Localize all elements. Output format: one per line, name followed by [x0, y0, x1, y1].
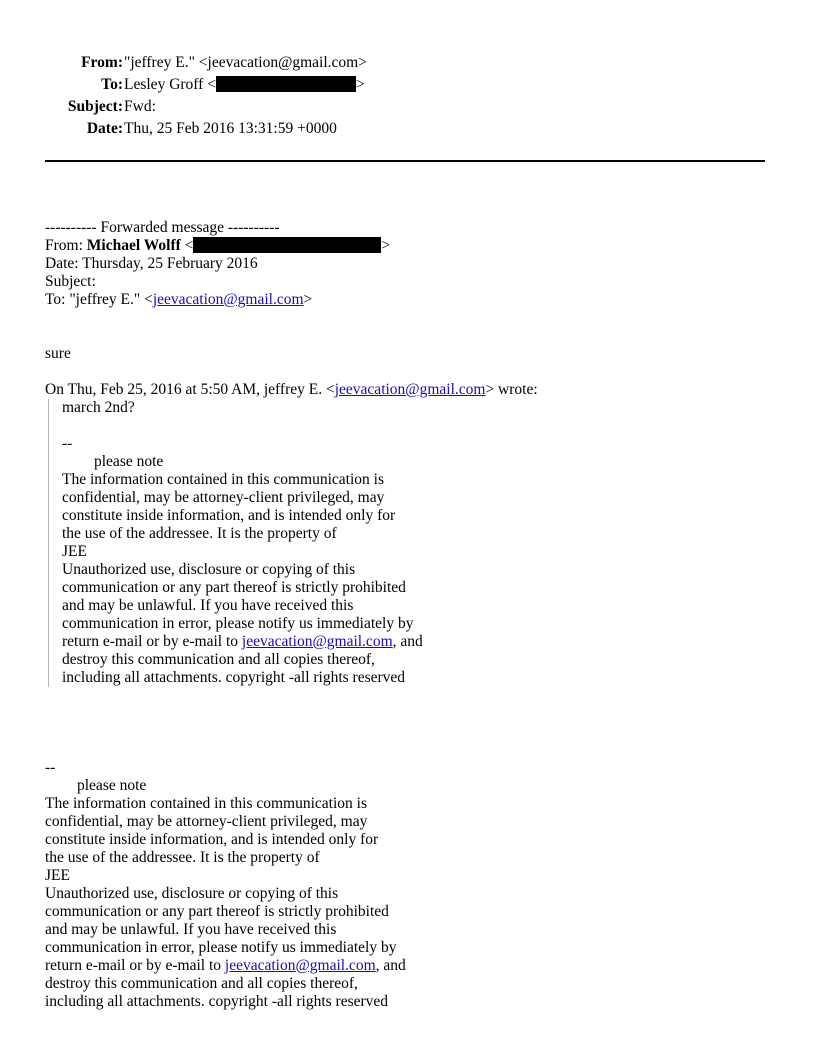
email-body [45, 219, 765, 1011]
attribution-prefix: On Thu, Feb 25, 2016 at 5:50 AM, jeffrey E. < [45, 381, 335, 398]
quoted-sig-dash: -- [62, 435, 73, 452]
quoted-disclaimer-line: JEE [62, 543, 87, 560]
to-value [124, 76, 365, 94]
quoted-disclaimer-line: The information contained in this communication is [62, 471, 384, 488]
quoted-disclaimer-line: confidential, may be attorney-client privileged, may [62, 489, 385, 506]
signature-line: including all attachments. copyright -all rights reserved [45, 993, 389, 1010]
signature-line: constitute inside information, and is intended only for [45, 831, 379, 848]
quoted-disclaimer-line: constitute inside information, and is intended only for [62, 507, 396, 524]
forwarded-subject: Subject: [45, 273, 96, 290]
forwarded-separator: ---------- Forwarded message ---------- [45, 219, 280, 236]
signature-return-line [45, 957, 765, 975]
date-value: Thu, 25 Feb 2016 13:31:59 +0000 [124, 120, 337, 137]
signature-line: JEE [45, 867, 70, 884]
signature-note: please note [77, 777, 147, 794]
email-link[interactable]: jeevacation@gmail.com [224, 957, 376, 974]
forwarded-from-name: Michael Wolff [86, 237, 181, 254]
quoted-disclaimer-line: communication in error, please notify us immediately by [62, 615, 414, 632]
forwarded-to [45, 291, 765, 309]
quoted-disclaimer-line: the use of the addressee. It is the property of [62, 525, 337, 542]
to-name: Lesley Groff < [124, 76, 216, 93]
quoted-disclaimer-line: destroy this communication and all copies thereof, [62, 651, 375, 668]
signature-dash: -- [45, 759, 56, 776]
return-suffix: , and [392, 633, 423, 650]
quoted-disclaimer-line: including all attachments. copyright -all rights reserved [62, 669, 406, 686]
quoted-disclaimer-line: communication or any part thereof is strictly prohibited [62, 579, 406, 596]
signature-line: Unauthorized use, disclosure or copying of this [45, 885, 339, 902]
signature-line: the use of the addressee. It is the property of [45, 849, 320, 866]
return-prefix: return e-mail or by e-mail to [45, 957, 225, 974]
signature-line: destroy this communication and all copies thereof, [45, 975, 358, 992]
forwarded-from-open: < [180, 237, 194, 254]
header-subject-row [0, 98, 816, 120]
quoted-sig-note: please note [94, 453, 164, 470]
signature-line: confidential, may be attorney-client privileged, may [45, 813, 368, 830]
forwarded-from-prefix: From: [45, 237, 87, 254]
to-close: > [355, 76, 365, 93]
to-label: To: [101, 76, 123, 93]
header-divider [45, 160, 765, 162]
redaction-bar [193, 237, 381, 253]
forwarded-from-close: > [381, 237, 391, 254]
quoted-disclaimer-line: and may be unlawful. If you have received this [62, 597, 354, 614]
from-label: From: [81, 54, 123, 71]
return-prefix: return e-mail or by e-mail to [62, 633, 242, 650]
signature-line: and may be unlawful. If you have received this [45, 921, 337, 938]
header-to-row [0, 76, 816, 98]
signature-line: communication or any part thereof is strictly prohibited [45, 903, 389, 920]
email-link[interactable]: jeevacation@gmail.com [241, 633, 393, 650]
subject-value: Fwd: [124, 98, 156, 115]
quoted-message [48, 399, 765, 687]
forwarded-to-suffix: > [303, 291, 313, 308]
email-header [0, 54, 816, 142]
forwarded-date: Date: Thursday, 25 February 2016 [45, 255, 258, 272]
attribution-suffix: > wrote: [485, 381, 538, 398]
email-link[interactable]: jeevacation@gmail.com [152, 291, 304, 308]
subject-label: Subject: [67, 98, 123, 115]
forwarded-to-prefix: To: "jeffrey E." < [45, 291, 153, 308]
header-from-row [0, 54, 816, 76]
redaction-bar [216, 76, 356, 92]
quoted-disclaimer-line: Unauthorized use, disclosure or copying of this [62, 561, 356, 578]
quoted-return-line [62, 633, 765, 651]
forwarded-from [45, 237, 765, 255]
quoted-text: march 2nd? [62, 399, 135, 416]
reply-attribution [45, 381, 765, 399]
from-value: "jeffrey E." <jeevacation@gmail.com> [124, 54, 367, 71]
date-label: Date: [86, 120, 123, 137]
reply-text: sure [45, 345, 71, 362]
signature-line: The information contained in this communication is [45, 795, 367, 812]
email-link[interactable]: jeevacation@gmail.com [334, 381, 486, 398]
return-suffix: , and [375, 957, 406, 974]
header-date-row [0, 120, 816, 142]
signature-line: communication in error, please notify us immediately by [45, 939, 397, 956]
